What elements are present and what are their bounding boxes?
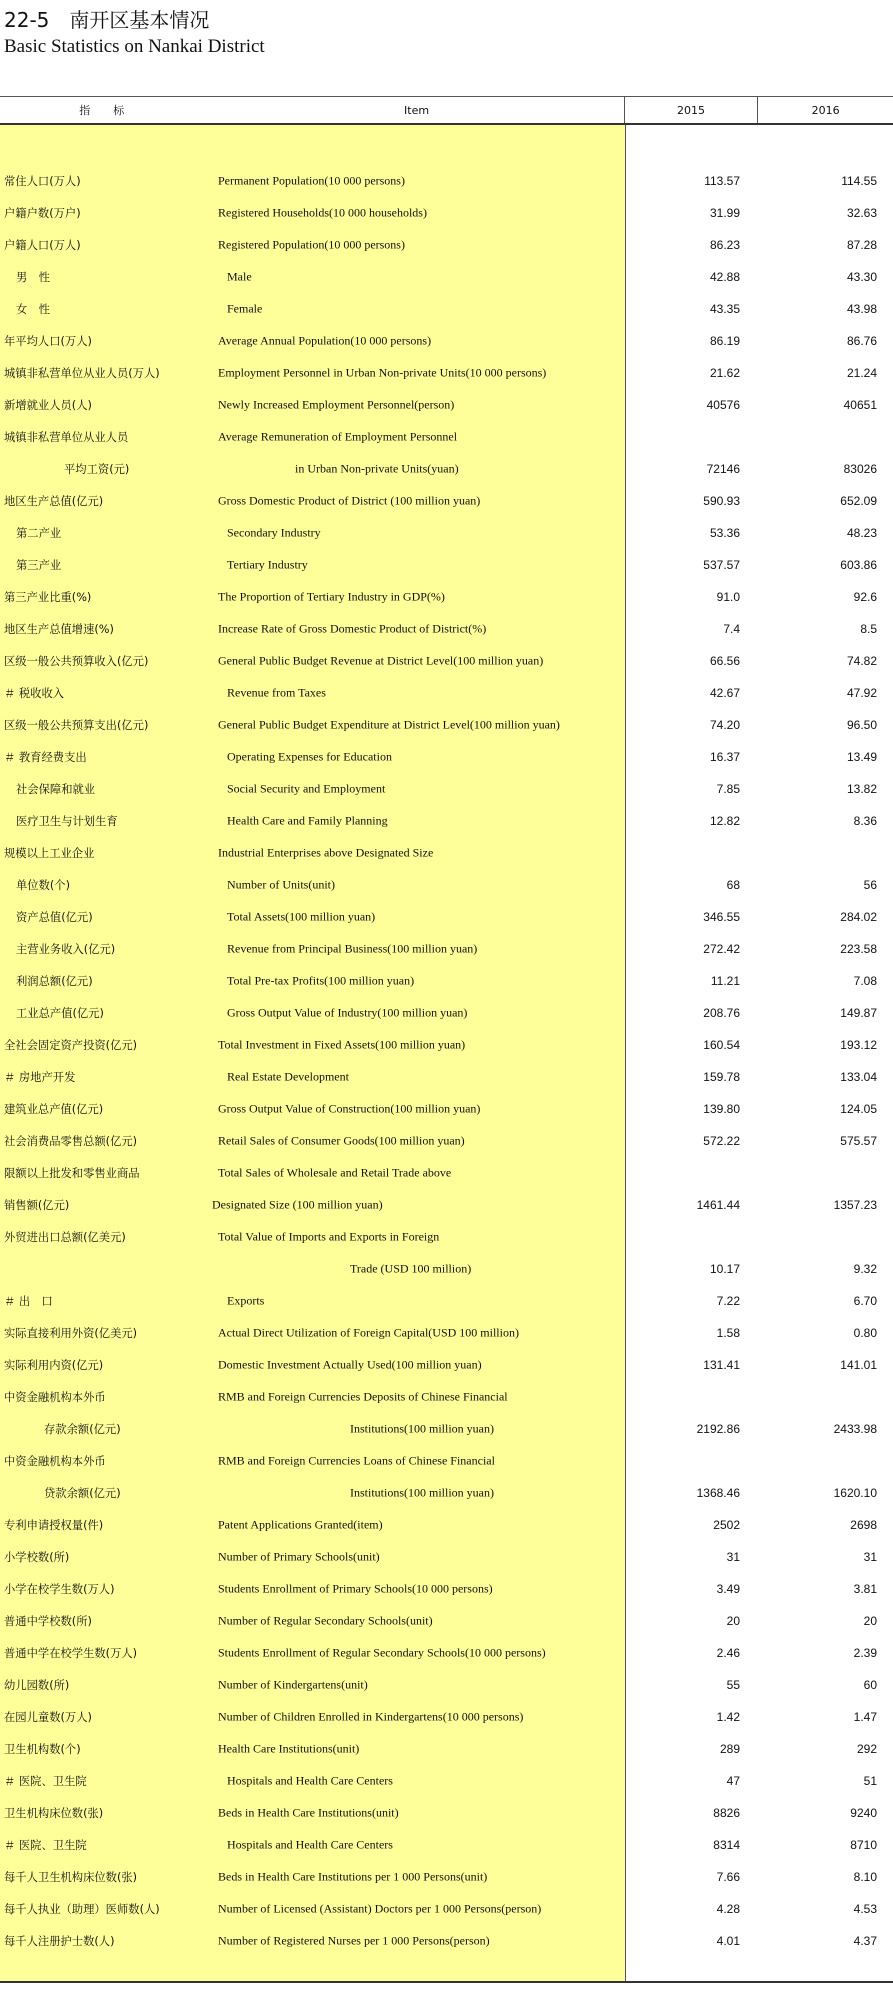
row-label-en: Average Remuneration of Employment Personnel: [218, 429, 458, 444]
value-2016: 48.23: [846, 526, 877, 540]
value-2016: 1357.23: [833, 1198, 877, 1212]
value-2016: 575.57: [840, 1134, 877, 1148]
table-header: [0, 96, 893, 125]
row-label-cn: ＃ 房地产开发: [4, 1071, 76, 1084]
table-row: [0, 1029, 893, 1061]
row-label-en: Male: [227, 269, 252, 284]
row-label-cn: 普通中学在校学生数(万人): [4, 1647, 138, 1660]
row-label-cn: 区级一般公共预算支出(亿元): [4, 719, 149, 732]
row-label-cn: 限额以上批发和零售业商品: [4, 1167, 140, 1180]
value-2015: 208.76: [703, 1006, 740, 1020]
value-2015: 74.20: [709, 718, 740, 732]
row-label-cn: 专利申请授权量(件): [4, 1519, 104, 1532]
value-2015: 86.19: [709, 334, 740, 348]
row-label-cn: 利润总额(亿元): [16, 975, 93, 988]
value-2015: 289: [719, 1742, 740, 1756]
value-2016: 3.81: [853, 1582, 877, 1596]
table-row: [0, 773, 893, 805]
row-label-cn: 存款余额(亿元): [44, 1423, 121, 1436]
value-2016: 141.01: [840, 1358, 877, 1372]
row-label-en: Total Assets(100 million yuan): [227, 909, 376, 924]
value-2015: 272.42: [703, 942, 740, 956]
row-label-en: Designated Size (100 million yuan): [212, 1197, 383, 1212]
row-label-en: Beds in Health Care Institutions per 1 000 Persons(unit): [218, 1869, 488, 1884]
row-label-cn: 第三产业比重(%): [4, 591, 92, 604]
table-rows: [0, 165, 893, 1957]
row-label-cn: 城镇非私营单位从业人员(万人): [4, 367, 160, 380]
row-label-cn: 城镇非私营单位从业人员: [4, 431, 129, 444]
value-2016: 86.76: [846, 334, 877, 348]
value-2016: 4.53: [853, 1902, 877, 1916]
value-2015: 11.21: [710, 974, 740, 988]
value-2015: 159.78: [703, 1070, 740, 1084]
table-row: [0, 421, 893, 453]
value-2015: 1.42: [716, 1710, 740, 1724]
value-2015: 1.58: [716, 1326, 740, 1340]
row-label-en: Number of Children Enrolled in Kindergartens(10 000 persons): [218, 1709, 524, 1724]
page-title-en: Basic Statistics on Nankai District: [4, 36, 265, 57]
value-2016: 32.63: [846, 206, 877, 220]
value-2015: 2192.86: [696, 1422, 740, 1436]
value-2016: 43.98: [846, 302, 877, 316]
row-label-en: Number of Regular Secondary Schools(unit): [218, 1613, 433, 1628]
header-year-2015: 2015: [624, 97, 758, 123]
row-label-en: Operating Expenses for Education: [227, 749, 392, 764]
row-label-en: Retail Sales of Consumer Goods(100 million yuan): [218, 1133, 465, 1148]
row-label-cn: 地区生产总值(亿元): [4, 495, 104, 508]
row-label-en: Industrial Enterprises above Designated Size: [218, 845, 434, 860]
value-2015: 590.93: [703, 494, 740, 508]
value-2015: 131.41: [703, 1358, 740, 1372]
value-2016: 21.24: [846, 366, 877, 380]
row-label-en: General Public Budget Expenditure at District Level(100 million yuan): [218, 717, 560, 732]
row-label-cn: 地区生产总值增速(%): [4, 623, 114, 636]
table-row: [0, 1221, 893, 1253]
value-2016: 96.50: [846, 718, 877, 732]
table-row: [0, 997, 893, 1029]
table-row: [0, 933, 893, 965]
value-2015: 2.46: [716, 1646, 740, 1660]
table-row: [0, 1093, 893, 1125]
value-2015: 43.35: [709, 302, 740, 316]
row-label-cn: 每千人卫生机构床位数(张): [4, 1871, 138, 1884]
value-2015: 113.57: [704, 174, 740, 188]
value-2016: 149.87: [840, 1006, 877, 1020]
value-2016: 9.32: [853, 1262, 877, 1276]
row-label-en: Number of Kindergartens(unit): [218, 1677, 368, 1692]
table-row: [0, 1605, 893, 1637]
row-label-cn: 在园儿童数(万人): [4, 1711, 92, 1724]
row-label-en: Health Care Institutions(unit): [218, 1741, 360, 1756]
row-label-en: General Public Budget Revenue at District Level(100 million yuan): [218, 653, 544, 668]
row-label-en: Revenue from Principal Business(100 million yuan): [227, 941, 478, 956]
row-label-en: Permanent Population(10 000 persons): [218, 173, 405, 188]
row-label-cn: 户籍户数(万户): [4, 207, 81, 220]
value-2015: 7.66: [716, 1870, 740, 1884]
value-2015: 68: [726, 878, 740, 892]
value-2015: 72146: [706, 462, 740, 476]
value-2015: 31: [726, 1550, 740, 1564]
row-label-cn: 常住人口(万人): [4, 175, 81, 188]
row-label-cn: ＃ 出 口: [4, 1295, 53, 1308]
row-label-cn: 卫生机构床位数(张): [4, 1807, 104, 1820]
row-label-en: Actual Direct Utilization of Foreign Capital(USD 100 million): [218, 1325, 519, 1340]
value-2016: 87.28: [846, 238, 877, 252]
row-label-en: Total Pre-tax Profits(100 million yuan): [227, 973, 415, 988]
row-label-cn: 第三产业: [16, 559, 62, 572]
table-row: [0, 1413, 893, 1445]
table-row: [0, 1253, 893, 1285]
value-2015: 7.85: [716, 782, 740, 796]
row-label-cn: 贷款余额(亿元): [44, 1487, 121, 1500]
value-2015: 10.17: [709, 1262, 740, 1276]
value-2015: 7.22: [716, 1294, 740, 1308]
row-label-en: Hospitals and Health Care Centers: [227, 1773, 393, 1788]
header-year-2016: 2016: [757, 97, 893, 123]
row-label-en: Gross Domestic Product of District (100 million yuan): [218, 493, 481, 508]
value-2015: 139.80: [703, 1102, 740, 1116]
value-2016: 51: [863, 1774, 877, 1788]
value-2015: 42.67: [709, 686, 740, 700]
value-2015: 4.01: [716, 1934, 740, 1948]
row-label-cn: 第二产业: [16, 527, 62, 540]
row-label-cn: 新增就业人员(人): [4, 399, 92, 412]
value-2015: 66.56: [709, 654, 740, 668]
value-2015: 21.62: [709, 366, 740, 380]
row-label-cn: 中资金融机构本外币: [4, 1391, 106, 1404]
table-row: [0, 1701, 893, 1733]
row-label-en: Domestic Investment Actually Used(100 million yuan): [218, 1357, 482, 1372]
value-2016: 284.02: [840, 910, 877, 924]
table-row: [0, 1381, 893, 1413]
row-label-cn: 实际直接利用外资(亿美元): [4, 1327, 138, 1340]
row-label-en: Beds in Health Care Institutions(unit): [218, 1805, 399, 1820]
table-row: [0, 581, 893, 613]
value-2015: 55: [726, 1678, 740, 1692]
value-2015: 8314: [713, 1838, 740, 1852]
row-label-cn: 幼儿园数(所): [4, 1679, 70, 1692]
table-row: [0, 645, 893, 677]
row-label-en: Employment Personnel in Urban Non-private Units(10 000 persons): [218, 365, 547, 380]
row-label-en: Tertiary Industry: [227, 557, 308, 572]
value-2015: 8826: [713, 1806, 740, 1820]
value-2015: 2502: [713, 1518, 740, 1532]
value-2016: 60: [863, 1678, 877, 1692]
value-2016: 603.86: [840, 558, 877, 572]
value-2016: 6.70: [853, 1294, 877, 1308]
row-label-cn: 平均工资(元): [64, 463, 130, 476]
value-2016: 4.37: [853, 1934, 877, 1948]
value-2016: 2.39: [853, 1646, 877, 1660]
row-label-en: Students Enrollment of Primary Schools(10 000 persons): [218, 1581, 493, 1596]
row-label-en: Gross Output Value of Industry(100 million yuan): [227, 1005, 468, 1020]
row-label-cn: 小学校数(所): [4, 1551, 70, 1564]
table-row: [0, 293, 893, 325]
row-label-en: Institutions(100 million yuan): [350, 1421, 494, 1436]
row-label-cn: ＃ 税收收入: [4, 687, 65, 700]
row-label-cn: 区级一般公共预算收入(亿元): [4, 655, 149, 668]
row-label-cn: 户籍人口(万人): [4, 239, 81, 252]
row-label-cn: 实际利用内资(亿元): [4, 1359, 104, 1372]
value-2015: 537.57: [703, 558, 740, 572]
row-label-en: Institutions(100 million yuan): [350, 1485, 494, 1500]
table-row: [0, 741, 893, 773]
row-label-cn: ＃ 教育经费支出: [4, 751, 87, 764]
value-2016: 193.12: [840, 1038, 877, 1052]
table-body: [0, 125, 893, 1981]
row-label-en: Number of Registered Nurses per 1 000 Persons(person): [218, 1933, 490, 1948]
value-2015: 16.37: [709, 750, 740, 764]
table-row: [0, 517, 893, 549]
value-2015: 47: [726, 1774, 740, 1788]
value-2015: 7.4: [723, 622, 740, 636]
value-2016: 652.09: [840, 494, 877, 508]
row-label-cn: 全社会固定资产投资(亿元): [4, 1039, 138, 1052]
table-row: [0, 901, 893, 933]
row-label-cn: 工业总产值(亿元): [16, 1007, 104, 1020]
row-label-en: Female: [227, 301, 263, 316]
table-row: [0, 1893, 893, 1925]
value-2015: 12.82: [709, 814, 740, 828]
value-2016: 8.5: [860, 622, 877, 636]
row-label-cn: 销售额(亿元): [4, 1199, 70, 1212]
row-label-en: Health Care and Family Planning: [227, 813, 388, 828]
table-row: [0, 965, 893, 997]
value-2016: 92.6: [853, 590, 877, 604]
value-2016: 8.10: [853, 1870, 877, 1884]
row-label-en: Trade (USD 100 million): [350, 1261, 472, 1276]
table-row: [0, 1317, 893, 1349]
page-title-cn: 22-5 南开区基本情况: [4, 8, 210, 32]
table-row: [0, 1285, 893, 1317]
row-label-en: Registered Population(10 000 persons): [218, 237, 405, 252]
value-2016: 20: [863, 1614, 877, 1628]
value-2015: 20: [726, 1614, 740, 1628]
table-row: [0, 1861, 893, 1893]
row-label-cn: 单位数(个): [16, 879, 71, 892]
value-2015: 4.28: [716, 1902, 740, 1916]
table-row: [0, 357, 893, 389]
table-row: [0, 485, 893, 517]
value-2015: 346.55: [703, 910, 740, 924]
table-row: [0, 1637, 893, 1669]
table-row: [0, 1189, 893, 1221]
statistics-table: [0, 96, 893, 1981]
table-row: [0, 1477, 893, 1509]
value-2016: 8710: [850, 1838, 877, 1852]
row-label-en: Total Value of Imports and Exports in Foreign: [218, 1229, 440, 1244]
row-label-en: in Urban Non-private Units(yuan): [295, 461, 459, 476]
row-label-en: Secondary Industry: [227, 525, 321, 540]
table-row: [0, 837, 893, 869]
row-label-cn: 每千人注册护士数(人): [4, 1935, 115, 1948]
value-2016: 292: [856, 1742, 877, 1756]
value-2016: 56: [863, 878, 877, 892]
table-row: [0, 1061, 893, 1093]
header-item: Item: [210, 97, 624, 123]
value-2015: 1461.44: [696, 1198, 740, 1212]
row-label-en: Students Enrollment of Regular Secondary Schools(10 000 persons): [218, 1645, 546, 1660]
row-label-en: Patent Applications Granted(item): [218, 1517, 383, 1532]
row-label-en: RMB and Foreign Currencies Deposits of Chinese Financial: [218, 1389, 508, 1404]
table-row: [0, 1669, 893, 1701]
value-2016: 13.82: [846, 782, 877, 796]
value-2015: 572.22: [703, 1134, 740, 1148]
row-label-cn: 外贸进出口总额(亿美元): [4, 1231, 126, 1244]
table-row: [0, 1509, 893, 1541]
row-label-en: Hospitals and Health Care Centers: [227, 1837, 393, 1852]
value-2015: 3.49: [716, 1582, 740, 1596]
table-row: [0, 1733, 893, 1765]
row-label-cn: 每千人执业（助理）医师数(人): [4, 1903, 160, 1916]
table-row: [0, 1765, 893, 1797]
table-row: [0, 325, 893, 357]
value-2015: 1368.46: [696, 1486, 740, 1500]
table-row: [0, 261, 893, 293]
row-label-cn: 中资金融机构本外币: [4, 1455, 106, 1468]
value-2016: 13.49: [846, 750, 877, 764]
value-2016: 223.58: [840, 942, 877, 956]
table-row: [0, 1797, 893, 1829]
row-label-cn: 主营业务收入(亿元): [16, 943, 116, 956]
row-label-cn: 卫生机构数(个): [4, 1743, 81, 1756]
row-label-cn: 社会保障和就业: [16, 783, 96, 796]
row-label-en: The Proportion of Tertiary Industry in GDP(%): [218, 589, 445, 604]
value-2016: 83026: [843, 462, 877, 476]
row-label-en: Registered Households(10 000 households): [218, 205, 427, 220]
table-row: [0, 613, 893, 645]
value-2016: 133.04: [840, 1070, 877, 1084]
row-label-cn: 女 性: [16, 303, 50, 316]
row-label-en: Total Investment in Fixed Assets(100 million yuan): [218, 1037, 466, 1052]
table-row: [0, 165, 893, 197]
row-label-cn: 普通中学校数(所): [4, 1615, 92, 1628]
table-row: [0, 1445, 893, 1477]
value-2016: 0.80: [853, 1326, 877, 1340]
value-2016: 124.05: [840, 1102, 877, 1116]
row-label-en: Total Sales of Wholesale and Retail Trade above: [218, 1165, 452, 1180]
table-row: [0, 197, 893, 229]
table-row: [0, 1925, 893, 1957]
value-2015: 42.88: [709, 270, 740, 284]
value-2015: 91.0: [716, 590, 740, 604]
row-label-cn: 建筑业总产值(亿元): [4, 1103, 104, 1116]
table-bottom-rule: [0, 1981, 893, 1983]
value-2016: 40651: [843, 398, 877, 412]
table-row: [0, 1829, 893, 1861]
value-2016: 8.36: [853, 814, 877, 828]
value-2016: 31: [863, 1550, 877, 1564]
row-label-en: Average Annual Population(10 000 persons): [218, 333, 432, 348]
row-label-cn: 规模以上工业企业: [4, 847, 95, 860]
table-row: [0, 549, 893, 581]
row-label-cn: ＃ 医院、卫生院: [4, 1839, 87, 1852]
value-2016: 2433.98: [833, 1422, 877, 1436]
row-label-cn: 小学在校学生数(万人): [4, 1583, 115, 1596]
row-label-en: Increase Rate of Gross Domestic Product of District(%): [218, 621, 487, 636]
value-2015: 53.36: [709, 526, 740, 540]
value-2016: 7.08: [853, 974, 877, 988]
value-2015: 86.23: [709, 238, 740, 252]
row-label-en: Newly Increased Employment Personnel(person): [218, 397, 455, 412]
row-label-en: Real Estate Development: [227, 1069, 349, 1084]
row-label-en: RMB and Foreign Currencies Loans of Chinese Financial: [218, 1453, 495, 1468]
row-label-en: Social Security and Employment: [227, 781, 386, 796]
value-2016: 1620.10: [833, 1486, 877, 1500]
value-2016: 1.47: [853, 1710, 877, 1724]
table-row: [0, 229, 893, 261]
row-label-cn: 医疗卫生与计划生育: [16, 815, 118, 828]
value-2015: 31.99: [709, 206, 740, 220]
table-row: [0, 1541, 893, 1573]
row-label-en: Gross Output Value of Construction(100 million yuan): [218, 1101, 481, 1116]
row-label-cn: ＃ 医院、卫生院: [4, 1775, 87, 1788]
value-2016: 9240: [850, 1806, 877, 1820]
table-row: [0, 389, 893, 421]
row-label-en: Number of Licensed (Assistant) Doctors per 1 000 Persons(person): [218, 1901, 542, 1916]
header-indicator: 指 标: [0, 97, 210, 123]
table-row: [0, 805, 893, 837]
table-row: [0, 677, 893, 709]
table-row: [0, 1157, 893, 1189]
row-label-en: Revenue from Taxes: [227, 685, 326, 700]
row-label-cn: 资产总值(亿元): [16, 911, 93, 924]
table-row: [0, 1349, 893, 1381]
table-row: [0, 869, 893, 901]
value-2016: 114.55: [841, 174, 877, 188]
row-label-cn: 年平均人口(万人): [4, 335, 92, 348]
row-label-en: Number of Units(unit): [227, 877, 335, 892]
row-label-cn: 社会消费品零售总额(亿元): [4, 1135, 138, 1148]
table-row: [0, 453, 893, 485]
value-2015: 40576: [706, 398, 740, 412]
row-label-en: Number of Primary Schools(unit): [218, 1549, 380, 1564]
row-label-en: Exports: [227, 1293, 265, 1308]
value-2015: 160.54: [703, 1038, 740, 1052]
table-row: [0, 1125, 893, 1157]
table-row: [0, 1573, 893, 1605]
table-row: [0, 709, 893, 741]
value-2016: 47.92: [846, 686, 877, 700]
value-2016: 2698: [850, 1518, 877, 1532]
value-2016: 43.30: [846, 270, 877, 284]
row-label-cn: 男 性: [16, 271, 50, 284]
value-2016: 74.82: [846, 654, 877, 668]
